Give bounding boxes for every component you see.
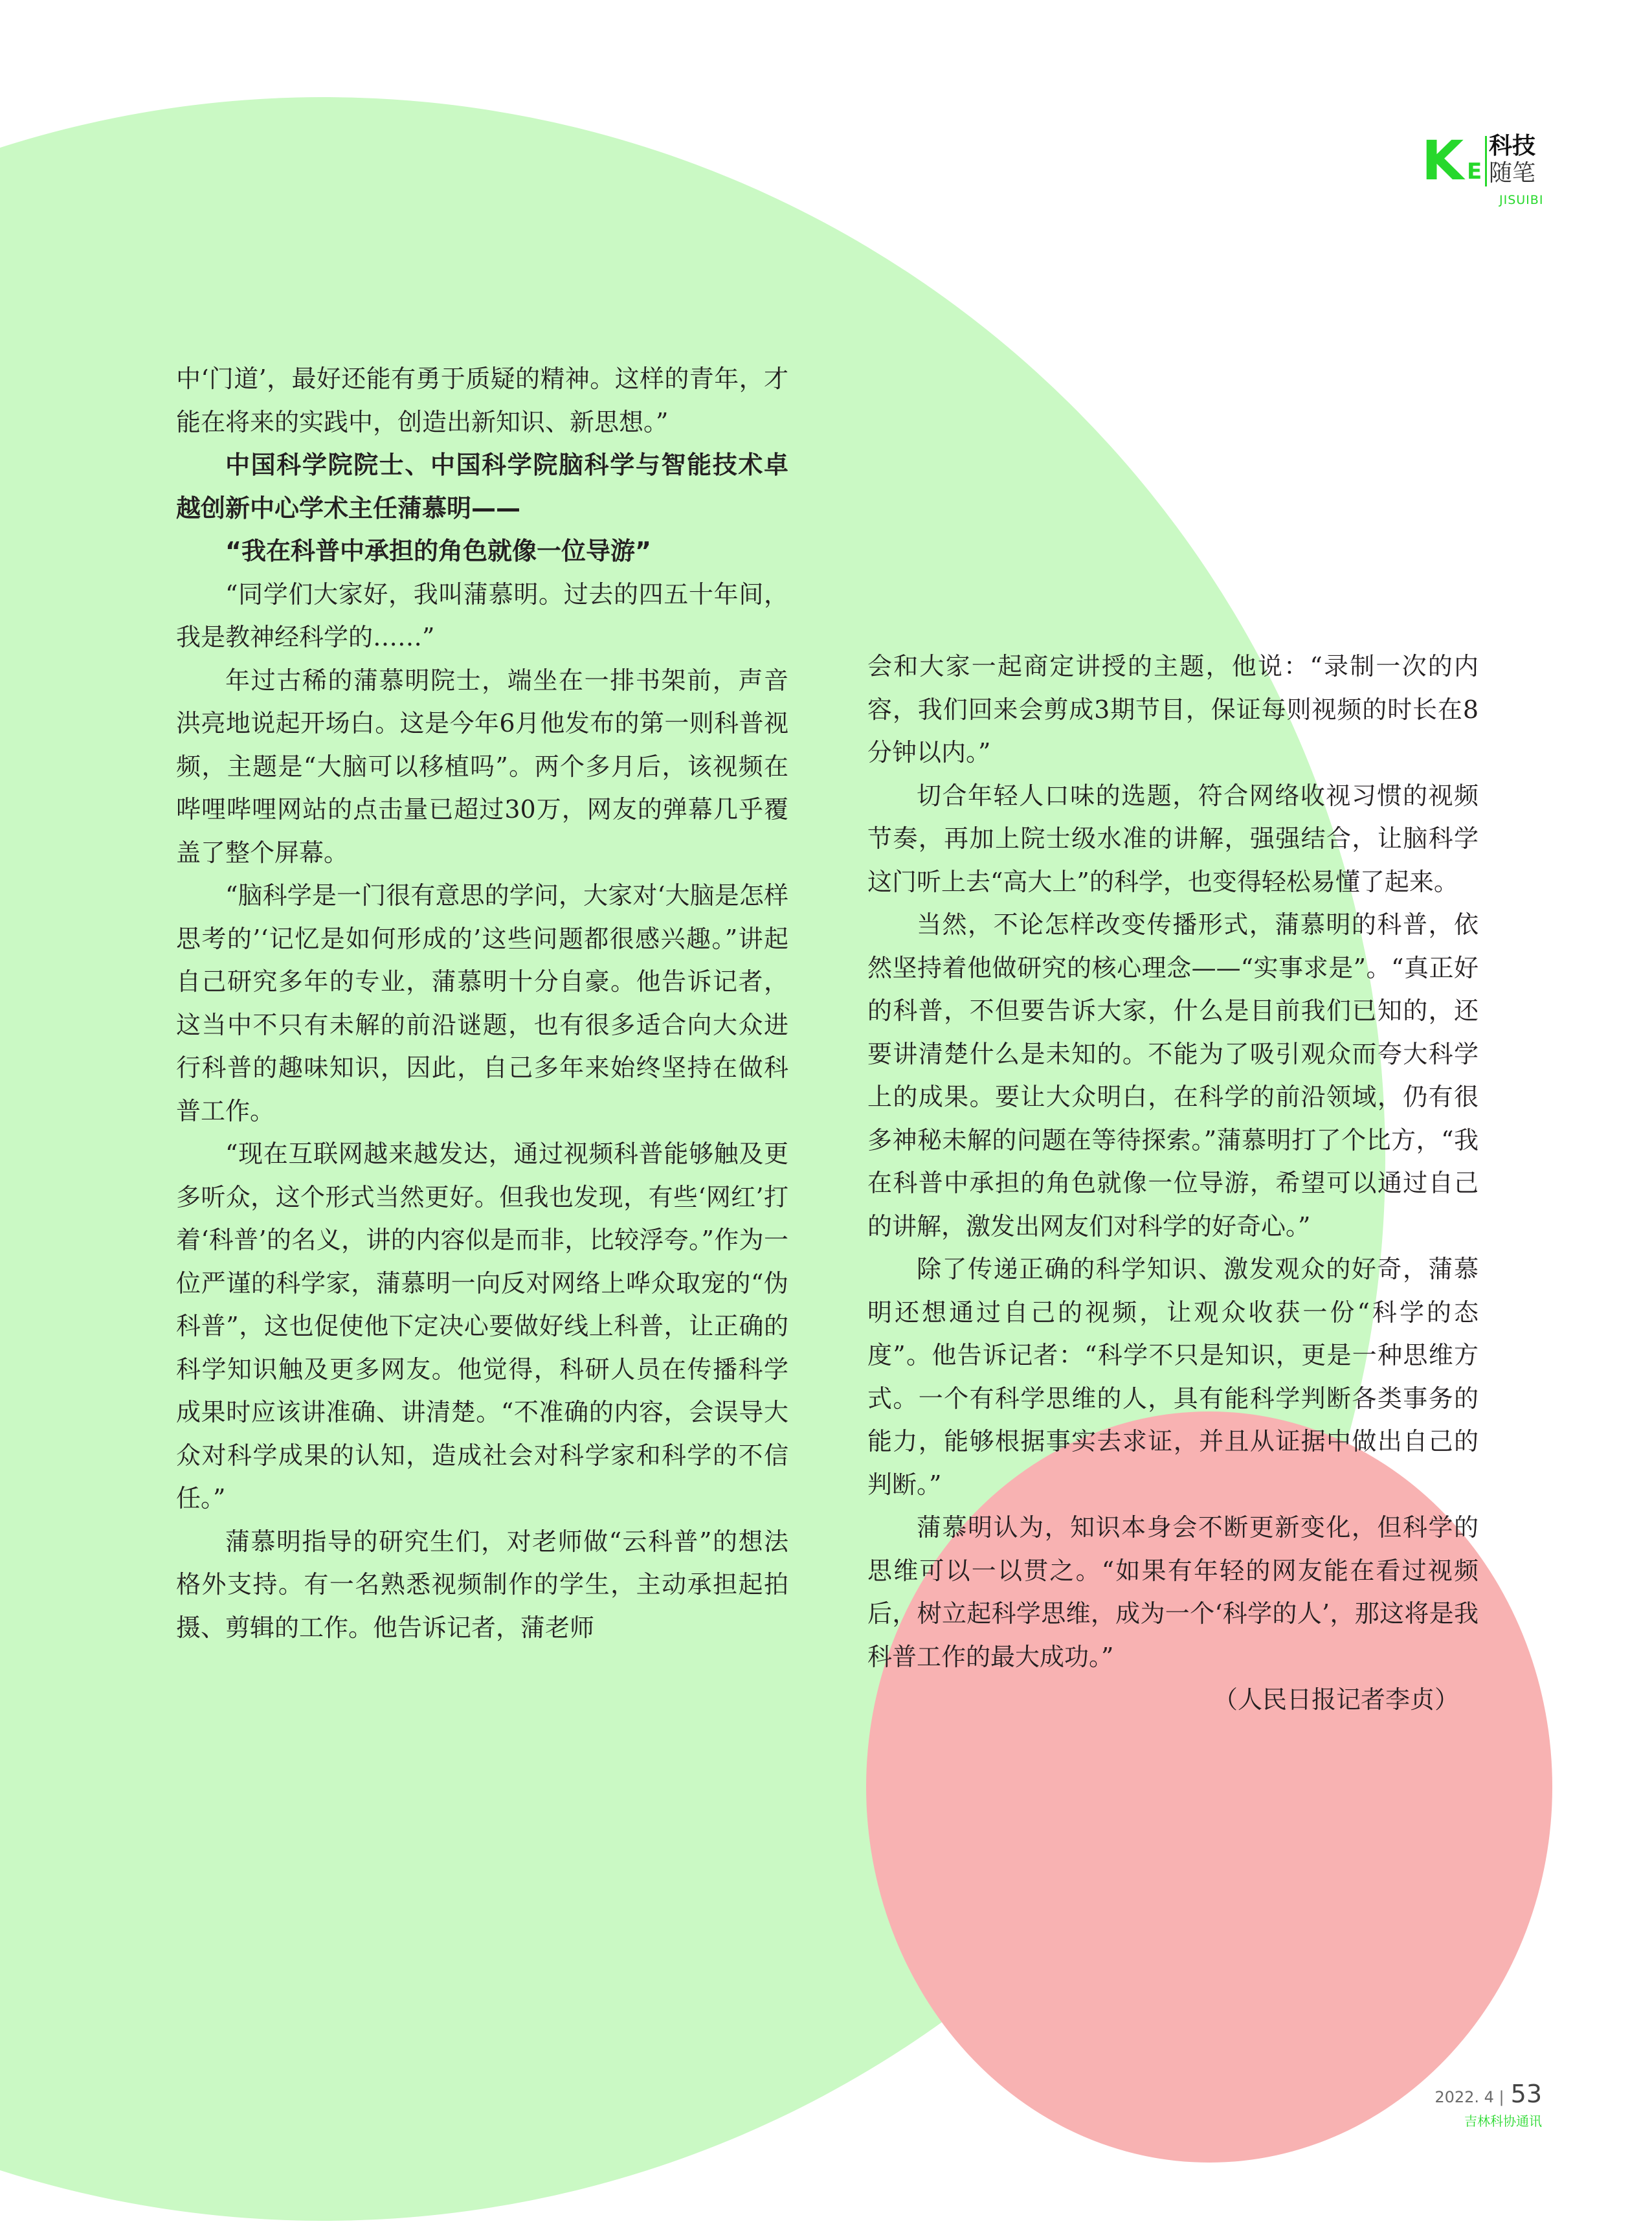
paragraph: “现在互联网越来越发达，通过视频科普能够触及更多听众，这个形式当然更好。但我也发现，有些‘网红’打着‘科普’的名义，讲的内容似是而非，比较浮夸。”作为一位严谨的科学家，蒲慕明一向反对网络上哗众取宠的“伪科普”，这也促使他下定决心要做好线上科普，让正确的科学知识触及更多网友。他觉得，科研人员在传播科学成果时应该讲准确、讲清楚。“不准确的内容，会误导大众对科学成果的认知，造成社会对科学家和科学的不信任。” bbox=[176, 1140, 788, 1512]
paragraph: 蒲慕明指导的研究生们，对老师做“云科普”的想法格外支持。有一名熟悉视频制作的学生，主动承担起拍摄、剪辑的工作。他告诉记者，蒲老师 bbox=[176, 1527, 788, 1642]
page-footer bbox=[1434, 2080, 1542, 2130]
paragraph: 除了传递正确的科学知识、激发观众的好奇，蒲慕明还想通过自己的视频，让观众收获一份“科学的态度”。他告诉记者：“科学不只是知识，更是一种思维方式。一个有科学思维的人，具有能科学判断各类事务的能力，能够根据事实去求证，并且从证据中做出自己的判断。” bbox=[867, 1255, 1479, 1499]
section-subheading: “我在科普中承担的角色就像一位导游” bbox=[225, 537, 651, 565]
paragraph: “脑科学是一门很有意思的学问，大家对‘大脑是怎样思考的’‘记忆是如何形成的’这些问题都很感兴趣。”讲起自己研究多年的专业，蒲慕明十分自豪。他告诉记者，这当中不只有未解的前沿谜题，也有很多适合向大众进行科普的趣味知识，因此，自己多年来始终坚持在做科普工作。 bbox=[176, 881, 788, 1125]
section-heading: 中国科学院院士、中国科学院脑科学与智能技术卓越创新中心学术主任蒲慕明—— bbox=[176, 451, 788, 523]
issue-date: 2022. 4 | bbox=[1434, 2088, 1504, 2106]
paragraph: 年过古稀的蒲慕明院士，端坐在一排书架前，声音洪亮地说起开场白。这是今年6月他发布的第一则科普视频，主题是“大脑可以移植吗”。两个多月后，该视频在哔哩哔哩网站的点击量已超过30万，网友的弹幕几乎覆盖了整个屏幕。 bbox=[176, 666, 788, 867]
paragraph: 蒲慕明认为，知识本身会不断更新变化，但科学的思维可以一以贯之。“如果有年轻的网友能在看过视频后，树立起科学思维，成为一个‘科学的人’，那这将是我科普工作的最大成功。” bbox=[867, 1513, 1479, 1671]
publication-name: 吉林科协通讯 bbox=[1464, 2113, 1542, 2129]
logo-pinyin: JISUIBI bbox=[1499, 193, 1544, 207]
column-logo bbox=[1422, 129, 1545, 211]
page-number: 53 bbox=[1510, 2080, 1542, 2108]
reporter-byline: （人民日报记者李贞） bbox=[1212, 1685, 1459, 1714]
paragraph: 切合年轻人口味的选题，符合网络收视习惯的视频节奏，再加上院士级水准的讲解，强强结合，让脑科学这门听上去“高大上”的科学，也变得轻松易懂了起来。 bbox=[867, 781, 1479, 896]
logo-text-top: 科技 bbox=[1489, 133, 1536, 159]
paragraph: “同学们大家好，我叫蒲慕明。过去的四五十年间，我是教神经科学的……” bbox=[176, 579, 788, 651]
paragraph: 会和大家一起商定讲授的主题，他说：“录制一次的内容，我们回来会剪成3期节目，保证每则视频的时长在8分钟以内。” bbox=[867, 652, 1479, 767]
paragraph: 当然，不论怎样改变传播形式，蒲慕明的科普，依然坚持着他做研究的核心理念——“实事求是”。“真正好的科普，不但要告诉大家，什么是目前我们已知的，还要讲清楚什么是未知的。不能为了吸引观众而夸大科学上的成果。要让大众明白，在科学的前沿领域，仍有很多神秘未解的问题在等待探索。”蒲慕明打了个比方，“我在科普中承担的角色就像一位导游，希望可以通过自己的讲解，激发出网友们对科学的好奇心。” bbox=[867, 910, 1479, 1241]
left-column bbox=[176, 357, 788, 1649]
logo-letter-k: K bbox=[1422, 129, 1464, 192]
logo-letter-e: E bbox=[1467, 159, 1482, 185]
paragraph: 中‘门道’，最好还能有勇于质疑的精神。这样的青年，才能在将来的实践中，创造出新知识、新思想。” bbox=[176, 365, 788, 436]
right-column bbox=[867, 645, 1479, 1722]
logo-divider bbox=[1485, 136, 1487, 186]
logo-text-bottom: 随笔 bbox=[1489, 160, 1536, 186]
